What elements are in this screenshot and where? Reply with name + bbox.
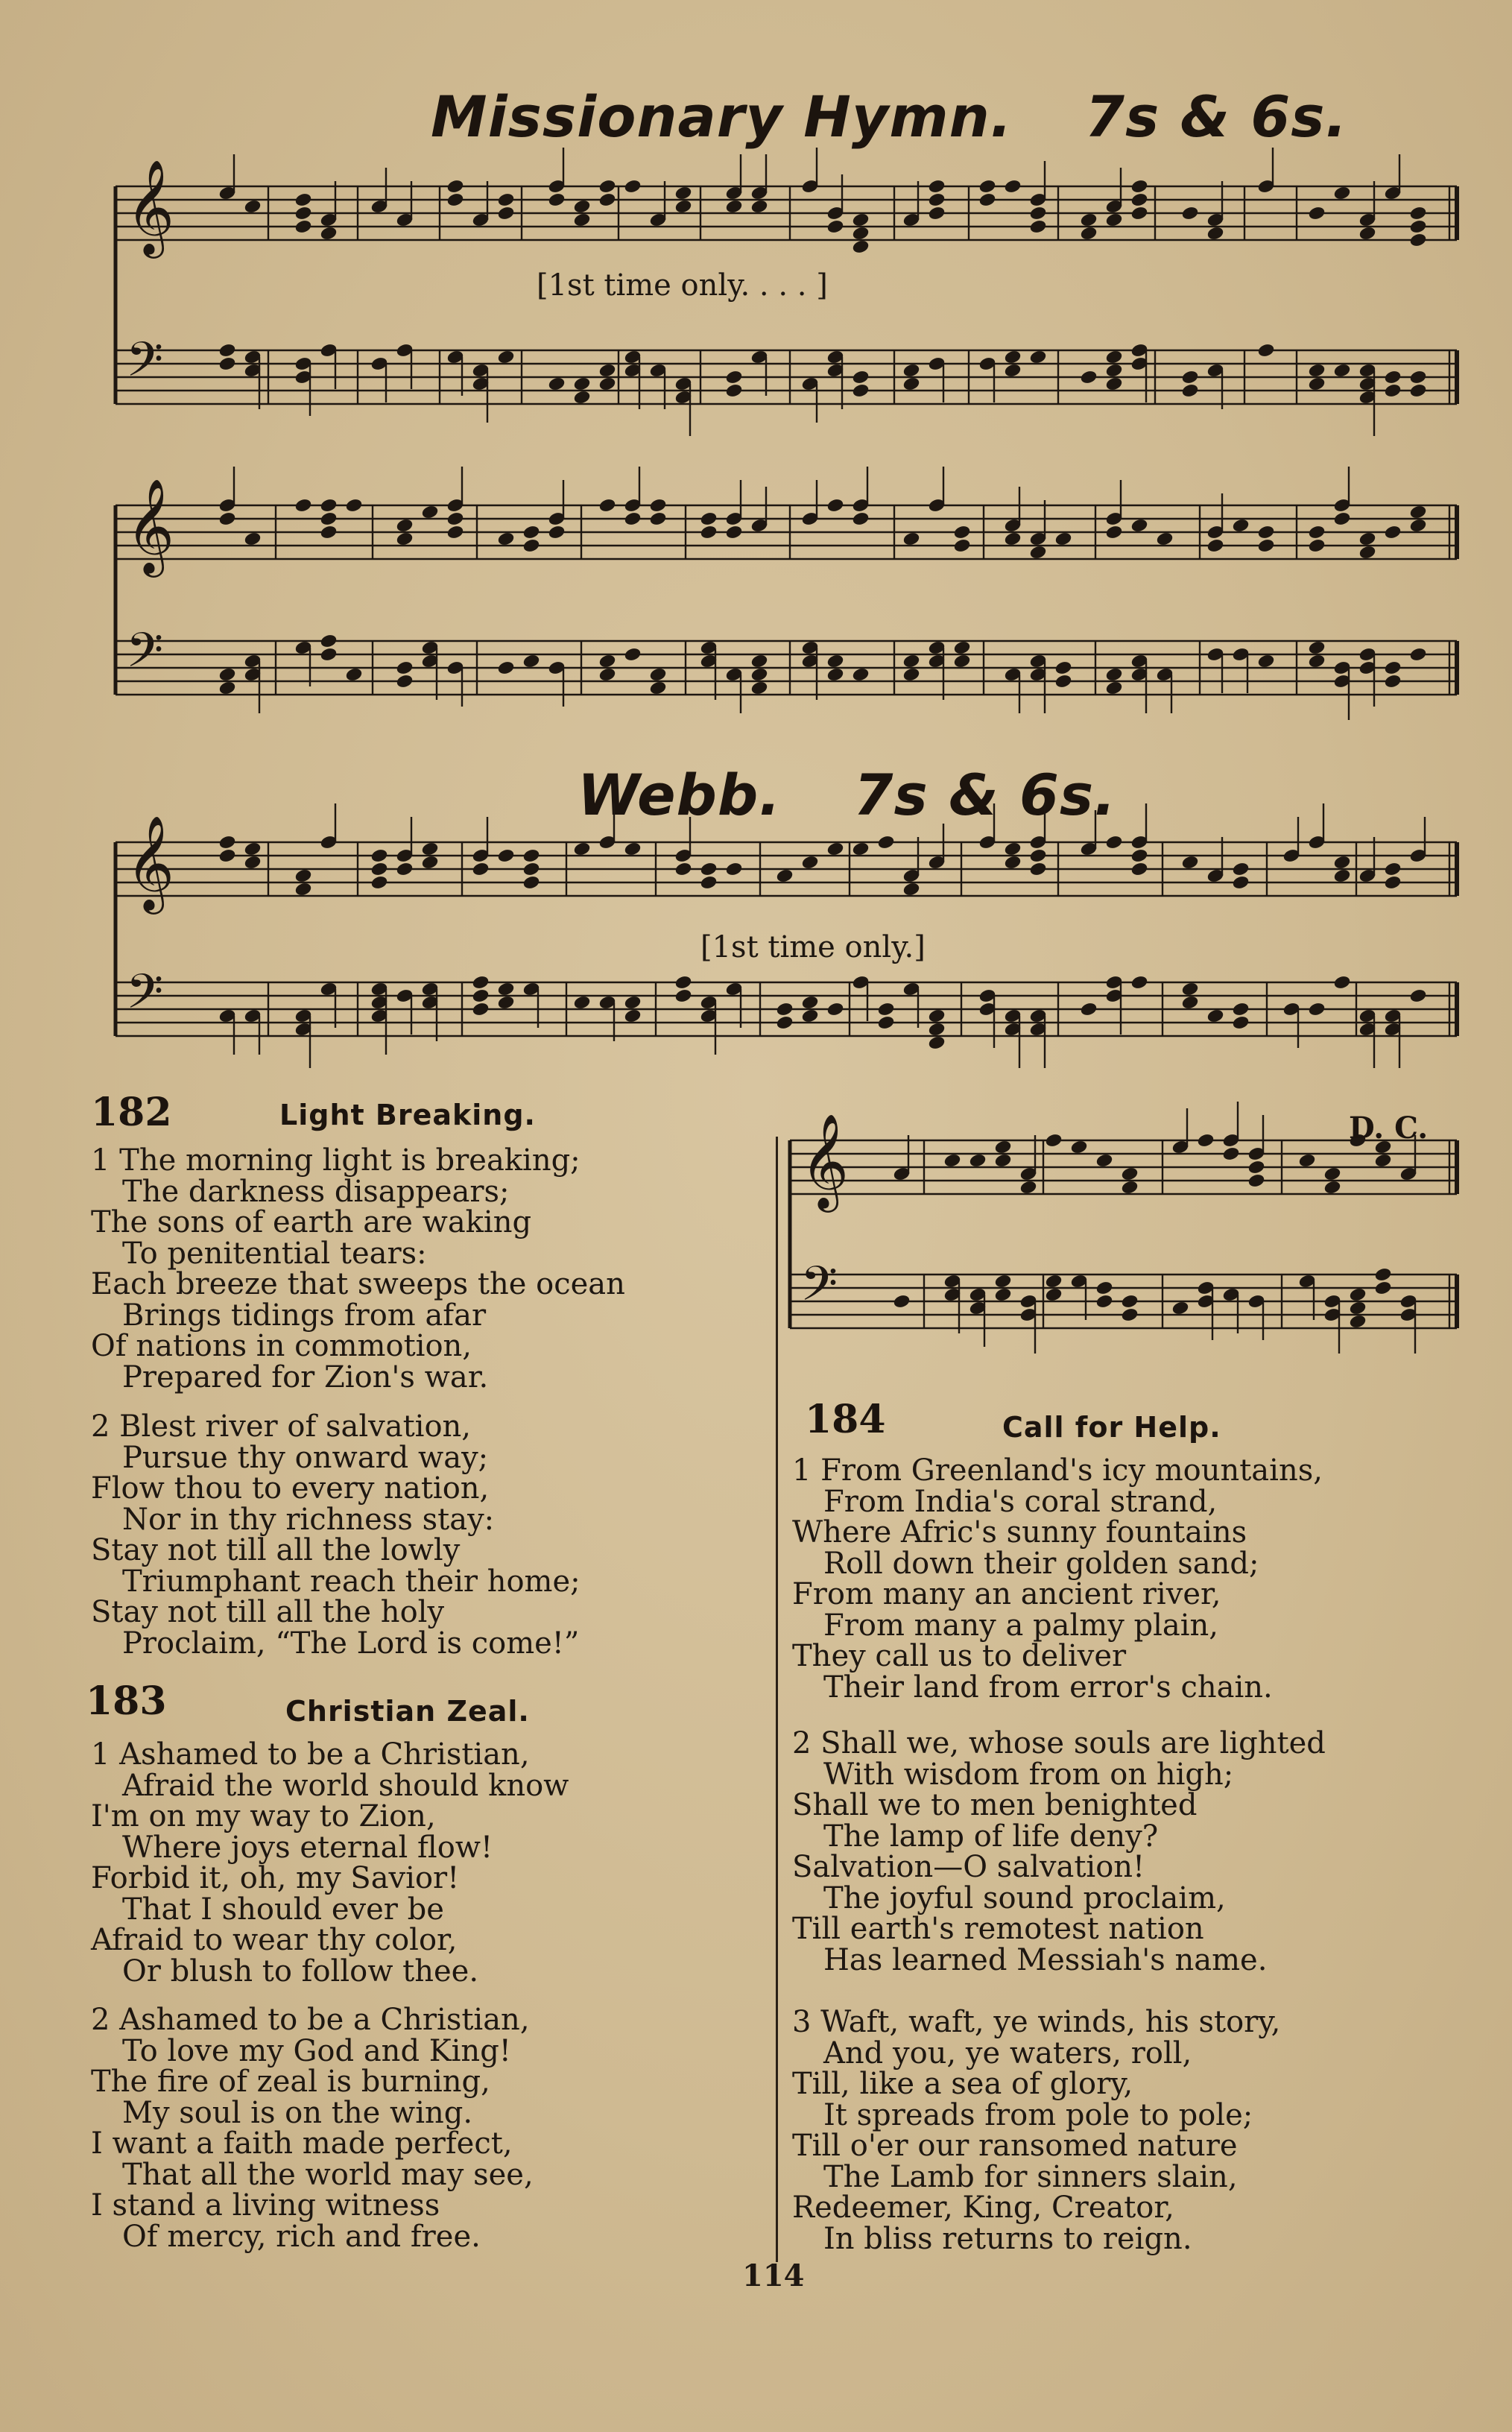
verse-line: The Lamb for sinners slain, bbox=[823, 2159, 1238, 2194]
verse-line: Prepared for Zion's war. bbox=[122, 1359, 489, 1395]
verse-line: I want a faith made perfect, bbox=[91, 2126, 513, 2161]
verse-line: 1 From Greenland's icy mountains, bbox=[792, 1453, 1323, 1488]
verse-line: Shall we to men benighted bbox=[792, 1788, 1198, 1822]
hymn-number: 183 bbox=[86, 1678, 167, 1724]
verse-line: 1 Ashamed to be a Christian, bbox=[91, 1737, 530, 1772]
hymn-title: Light Breaking. bbox=[279, 1099, 536, 1131]
verse-line: I'm on my way to Zion, bbox=[91, 1799, 436, 1834]
verse-line: With wisdom from on high; bbox=[823, 1757, 1234, 1792]
verse-line: Till earth's remotest nation bbox=[792, 1912, 1204, 1946]
verse-line: Of nations in commotion, bbox=[91, 1329, 472, 1363]
verse-line: 2 Ashamed to be a Christian, bbox=[91, 2003, 530, 2037]
verse-line: The fire of zeal is burning, bbox=[91, 2065, 490, 2099]
verse-line: Afraid to wear thy color, bbox=[91, 1923, 458, 1957]
first-time-only-note: [1st time only. . . . ] bbox=[537, 268, 828, 303]
verse-line: Has learned Messiah's name. bbox=[823, 1942, 1268, 1977]
verse-line: Salvation—O salvation! bbox=[792, 1850, 1145, 1884]
verse-line: That all the world may see, bbox=[122, 2157, 534, 2192]
verse-line: Afraid the world should know bbox=[122, 1768, 569, 1803]
hymn-number: 182 bbox=[91, 1090, 172, 1135]
verse-line: Till, like a sea of glory, bbox=[792, 2067, 1133, 2101]
svg-text:𝄢: 𝄢 bbox=[126, 332, 164, 399]
verse-line: Till o'er our ransomed nature bbox=[792, 2129, 1238, 2163]
stanza bbox=[792, 1728, 1326, 1976]
verse-line: That I should ever be bbox=[122, 1892, 444, 1927]
verse-line: Flow thou to every nation, bbox=[91, 1471, 490, 1506]
page-number: 114 bbox=[742, 2258, 805, 2293]
verse-line: From many an ancient river, bbox=[792, 1577, 1221, 1611]
verse-line: 3 Waft, waft, ye winds, his story, bbox=[792, 2005, 1281, 2039]
verse-line: And you, ye waters, roll, bbox=[823, 2035, 1192, 2071]
verse-line: Stay not till all the lowly bbox=[91, 1533, 461, 1567]
verse-line: Of mercy, rich and free. bbox=[122, 2219, 481, 2254]
verse-line: From many a palmy plain, bbox=[823, 1608, 1219, 1643]
tune-name: Missionary Hymn. bbox=[431, 83, 1013, 150]
svg-text:𝄢: 𝄢 bbox=[126, 622, 164, 690]
verse-line: The lamp of life deny? bbox=[823, 1819, 1159, 1854]
verse-line: Forbid it, oh, my Savior! bbox=[91, 1861, 460, 1895]
hymn-title: Christian Zeal. bbox=[285, 1695, 530, 1728]
verse-line: In bliss returns to reign. bbox=[823, 2221, 1192, 2256]
svg-text:𝄢: 𝄢 bbox=[126, 964, 164, 1032]
verse-line: The darkness disappears; bbox=[122, 1174, 510, 1209]
verse-line: Their land from error's chain. bbox=[823, 1670, 1273, 1705]
verse-line: They call us to deliver bbox=[792, 1639, 1127, 1673]
verse-line: To love my God and King! bbox=[122, 2033, 511, 2068]
svg-text:𝄞: 𝄞 bbox=[800, 1112, 850, 1208]
stanza bbox=[91, 2005, 534, 2252]
verse-line: Stay not till all the holy bbox=[91, 1595, 445, 1629]
verse-line: Proclaim, “The Lord is come!” bbox=[122, 1626, 580, 1661]
verse-line: Roll down their golden sand; bbox=[823, 1546, 1259, 1581]
verse-line: Each breeze that sweeps the ocean bbox=[91, 1267, 625, 1301]
verse-line: 2 Blest river of salvation, bbox=[91, 1409, 471, 1444]
first-time-only-note: [1st time only.] bbox=[700, 930, 926, 964]
verse-line: To penitential tears: bbox=[122, 1236, 427, 1271]
da-capo-mark: D. C. bbox=[1349, 1111, 1429, 1146]
svg-text:𝄞: 𝄞 bbox=[126, 158, 175, 254]
stanza bbox=[91, 1737, 569, 1989]
stanza bbox=[91, 1143, 625, 1395]
verse-line: The joyful sound proclaim, bbox=[823, 1880, 1226, 1915]
tune-meter: 7s & 6s. bbox=[853, 762, 1116, 828]
verse-line: Pursue thy onward way; bbox=[122, 1440, 489, 1475]
svg-text:𝄞: 𝄞 bbox=[126, 477, 175, 573]
verse-line: Redeemer, King, Creator, bbox=[792, 2191, 1174, 2225]
verse-line: I stand a living witness bbox=[91, 2188, 440, 2223]
verse-line: 1 The morning light is breaking; bbox=[91, 1143, 581, 1178]
tune-meter: 7s & 6s. bbox=[1085, 83, 1348, 150]
verse-line: Triumphant reach their home; bbox=[122, 1564, 581, 1599]
stanza bbox=[792, 1453, 1323, 1705]
verse-line: Brings tidings from afar bbox=[122, 1298, 487, 1333]
verse-line: From India's coral strand, bbox=[823, 1484, 1218, 1519]
tune-name: Webb. bbox=[578, 762, 782, 828]
verse-line: 2 Shall we, whose souls are lighted bbox=[792, 1726, 1326, 1760]
column-divider bbox=[776, 1137, 778, 2262]
verse-line: The sons of earth are waking bbox=[91, 1205, 532, 1239]
verse-line: It spreads from pole to pole; bbox=[823, 2097, 1253, 2132]
verse-line: Nor in thy richness stay: bbox=[122, 1502, 495, 1537]
svg-text:𝄢: 𝄢 bbox=[800, 1256, 838, 1324]
svg-text:𝄞: 𝄞 bbox=[126, 814, 175, 910]
hymn-title: Call for Help. bbox=[1002, 1411, 1221, 1444]
stanza bbox=[792, 2007, 1280, 2255]
verse-line: Where joys eternal flow! bbox=[122, 1830, 493, 1865]
verse-line: Or blush to follow thee. bbox=[122, 1954, 479, 1989]
stanza bbox=[91, 1409, 581, 1661]
hymn-number: 184 bbox=[805, 1397, 886, 1442]
verse-line: Where Afric's sunny fountains bbox=[792, 1515, 1247, 1550]
verse-line: My soul is on the wing. bbox=[122, 2095, 473, 2130]
